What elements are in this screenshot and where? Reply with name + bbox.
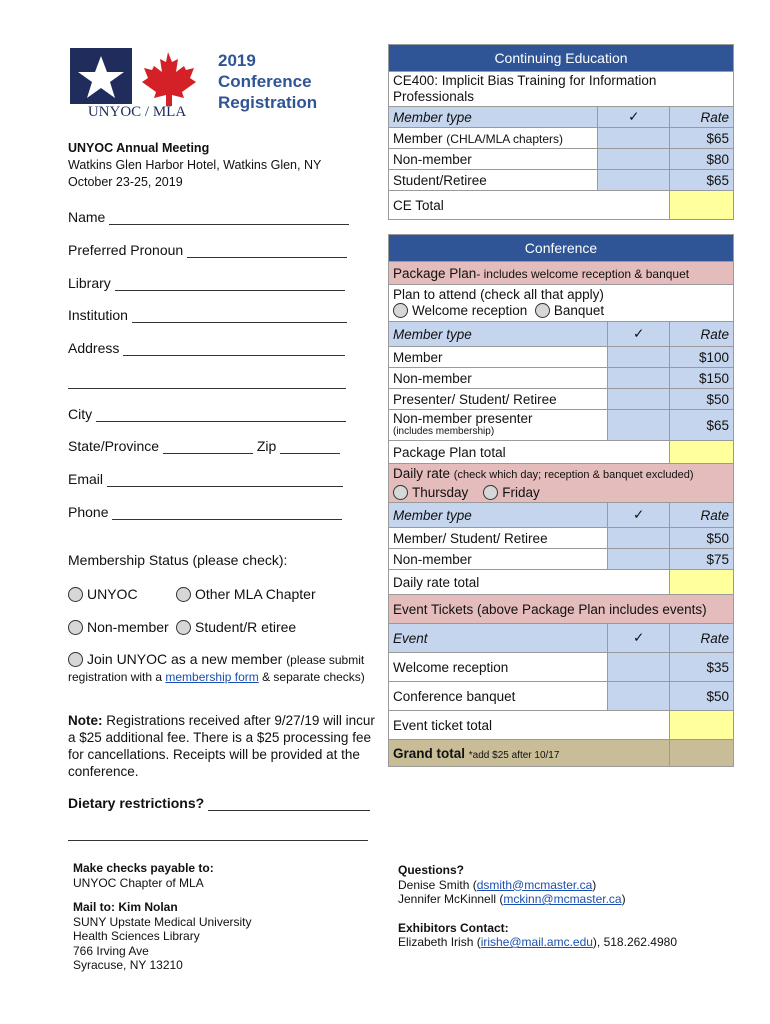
- ce-table: Continuing Education CE400: Implicit Bias Training for Information Professionals Member type ✓ Rate Member (CHLA/MLA chapters) $65 Non-member $80 Student/Retiree $65 CE Total: [388, 44, 734, 220]
- ce-check-cell[interactable]: [598, 170, 670, 191]
- event-total-input[interactable]: [670, 711, 734, 740]
- daily-check-cell[interactable]: [608, 549, 670, 570]
- radio-icon: [535, 303, 550, 318]
- radio-welcome-reception[interactable]: Welcome reception: [393, 303, 527, 318]
- radio-student[interactable]: Student/R etiree: [176, 619, 296, 635]
- ce-total-label: CE Total: [389, 191, 670, 220]
- ce-check-cell[interactable]: [598, 128, 670, 149]
- conf-check-cell[interactable]: [608, 389, 670, 410]
- radio-thursday[interactable]: Thursday: [393, 485, 468, 500]
- membership-form-link[interactable]: membership form: [165, 670, 259, 684]
- city-field[interactable]: City: [68, 406, 346, 422]
- event-check-cell[interactable]: [608, 653, 670, 682]
- daily-check-cell[interactable]: [608, 528, 670, 549]
- radio-icon: [393, 485, 408, 500]
- library-field[interactable]: Library: [68, 275, 345, 291]
- radio-icon: [393, 303, 408, 318]
- name-field[interactable]: Name: [68, 209, 349, 225]
- late-fee-note: Note: Registrations received after 9/27/19 will incur a $25 additional fee. There is a $25 processing fee for cancellations. Receipts will be provided at the conference.: [68, 713, 375, 779]
- address-field[interactable]: Address: [68, 340, 345, 356]
- radio-icon: [176, 620, 191, 635]
- radio-icon: [176, 587, 191, 602]
- maple-leaf-icon: [142, 52, 196, 106]
- conference-header: Conference: [389, 235, 734, 262]
- grand-total-input[interactable]: [670, 740, 734, 767]
- ce-total-input[interactable]: [670, 191, 734, 220]
- logo-graphic: [68, 48, 208, 110]
- email-link[interactable]: dsmith@mcmaster.ca: [476, 877, 593, 892]
- radio-icon: [68, 620, 83, 635]
- email-field[interactable]: Email: [68, 471, 343, 487]
- radio-nonmember[interactable]: Non-member: [68, 619, 169, 635]
- meeting-info: [68, 140, 321, 191]
- radio-banquet[interactable]: Banquet: [535, 303, 604, 318]
- check-icon: ✓: [608, 503, 670, 528]
- join-unyoc-option[interactable]: Join UNYOC as a new member (please submit registration with a membership form & separate checks): [68, 651, 365, 684]
- institution-field[interactable]: Institution: [68, 307, 347, 323]
- state-zip-field[interactable]: State/Province Zip: [68, 438, 340, 454]
- conf-check-cell[interactable]: [608, 347, 670, 368]
- radio-friday[interactable]: Friday: [483, 485, 540, 500]
- radio-icon: [483, 485, 498, 500]
- email-link[interactable]: irishe@mail.amc.edu: [480, 935, 593, 949]
- contact-info: Questions? Denise Smith (dsmith@mcmaster.ca) Jennifer McKinnell (mckinn@mcmaster.ca) Exhibitors Contact: Elizabeth Irish (irishe@mail.amc.edu), 518.262.4980: [398, 863, 677, 949]
- ce-course: CE400: Implicit Bias Training for Information Professionals: [389, 72, 734, 107]
- meeting-dates: October 23-25, 2019: [68, 175, 183, 189]
- radio-icon: [68, 587, 83, 602]
- check-icon: ✓: [598, 107, 670, 128]
- ce-header: Continuing Education: [389, 45, 734, 72]
- event-check-cell[interactable]: [608, 682, 670, 711]
- radio-unyoc[interactable]: UNYOC: [68, 586, 138, 602]
- meeting-venue: Watkins Glen Harbor Hotel, Watkins Glen, NY: [68, 158, 322, 172]
- page-title: 2019 Conference Registration: [218, 51, 318, 112]
- package-total-input[interactable]: [670, 441, 734, 464]
- conf-check-cell[interactable]: [608, 368, 670, 389]
- radio-other-mla[interactable]: Other MLA Chapter: [176, 586, 316, 602]
- membership-status-label: Membership Status (please check):: [68, 552, 288, 568]
- check-icon: ✓: [608, 624, 670, 653]
- daily-total-input[interactable]: [670, 570, 734, 595]
- dietary-field[interactable]: Dietary restrictions?: [68, 795, 370, 811]
- ce-check-cell[interactable]: [598, 149, 670, 170]
- email-link[interactable]: mckinn@mcmaster.ca: [503, 892, 622, 906]
- phone-field[interactable]: Phone: [68, 504, 342, 520]
- check-icon: ✓: [608, 322, 670, 347]
- payment-info: Make checks payable to: UNYOC Chapter of MLA Mail to: Kim Nolan SUNY Upstate Medical University Health Sciences Library 766 Irving Ave Syracuse, NY 13210: [73, 861, 252, 972]
- logo-text: UNYOC / MLA: [87, 104, 187, 120]
- address-line-2[interactable]: [68, 373, 346, 389]
- radio-icon: [68, 652, 83, 667]
- conference-table: Conference Package Plan- includes welcome reception & banquet Plan to attend (check all that apply) Welcome reception Banquet Member type ✓ Rate Member $100 Non-member $150 Presenter/ Student/ Retiree $50 Non-member presenter (includes membership) $65 Package Plan total Daily rate (check which day; reception & banquet excluded) Thursday Friday Member type ✓ Rate Member/ Student/ Retiree $50 Non-member $75 Daily rate total Event Tickets (above Package Plan includes events) Event ✓ Rate Welcome reception $35 Conference banquet $50 Event ticket total Grand total *add $25 after 10/17: [388, 234, 734, 767]
- pronoun-field[interactable]: Preferred Pronoun: [68, 242, 347, 258]
- ce-row-member: Member (CHLA/MLA chapters): [389, 128, 598, 149]
- meeting-name: UNYOC Annual Meeting: [68, 141, 210, 155]
- dietary-line-2[interactable]: [68, 825, 368, 841]
- conf-check-cell[interactable]: [608, 410, 670, 441]
